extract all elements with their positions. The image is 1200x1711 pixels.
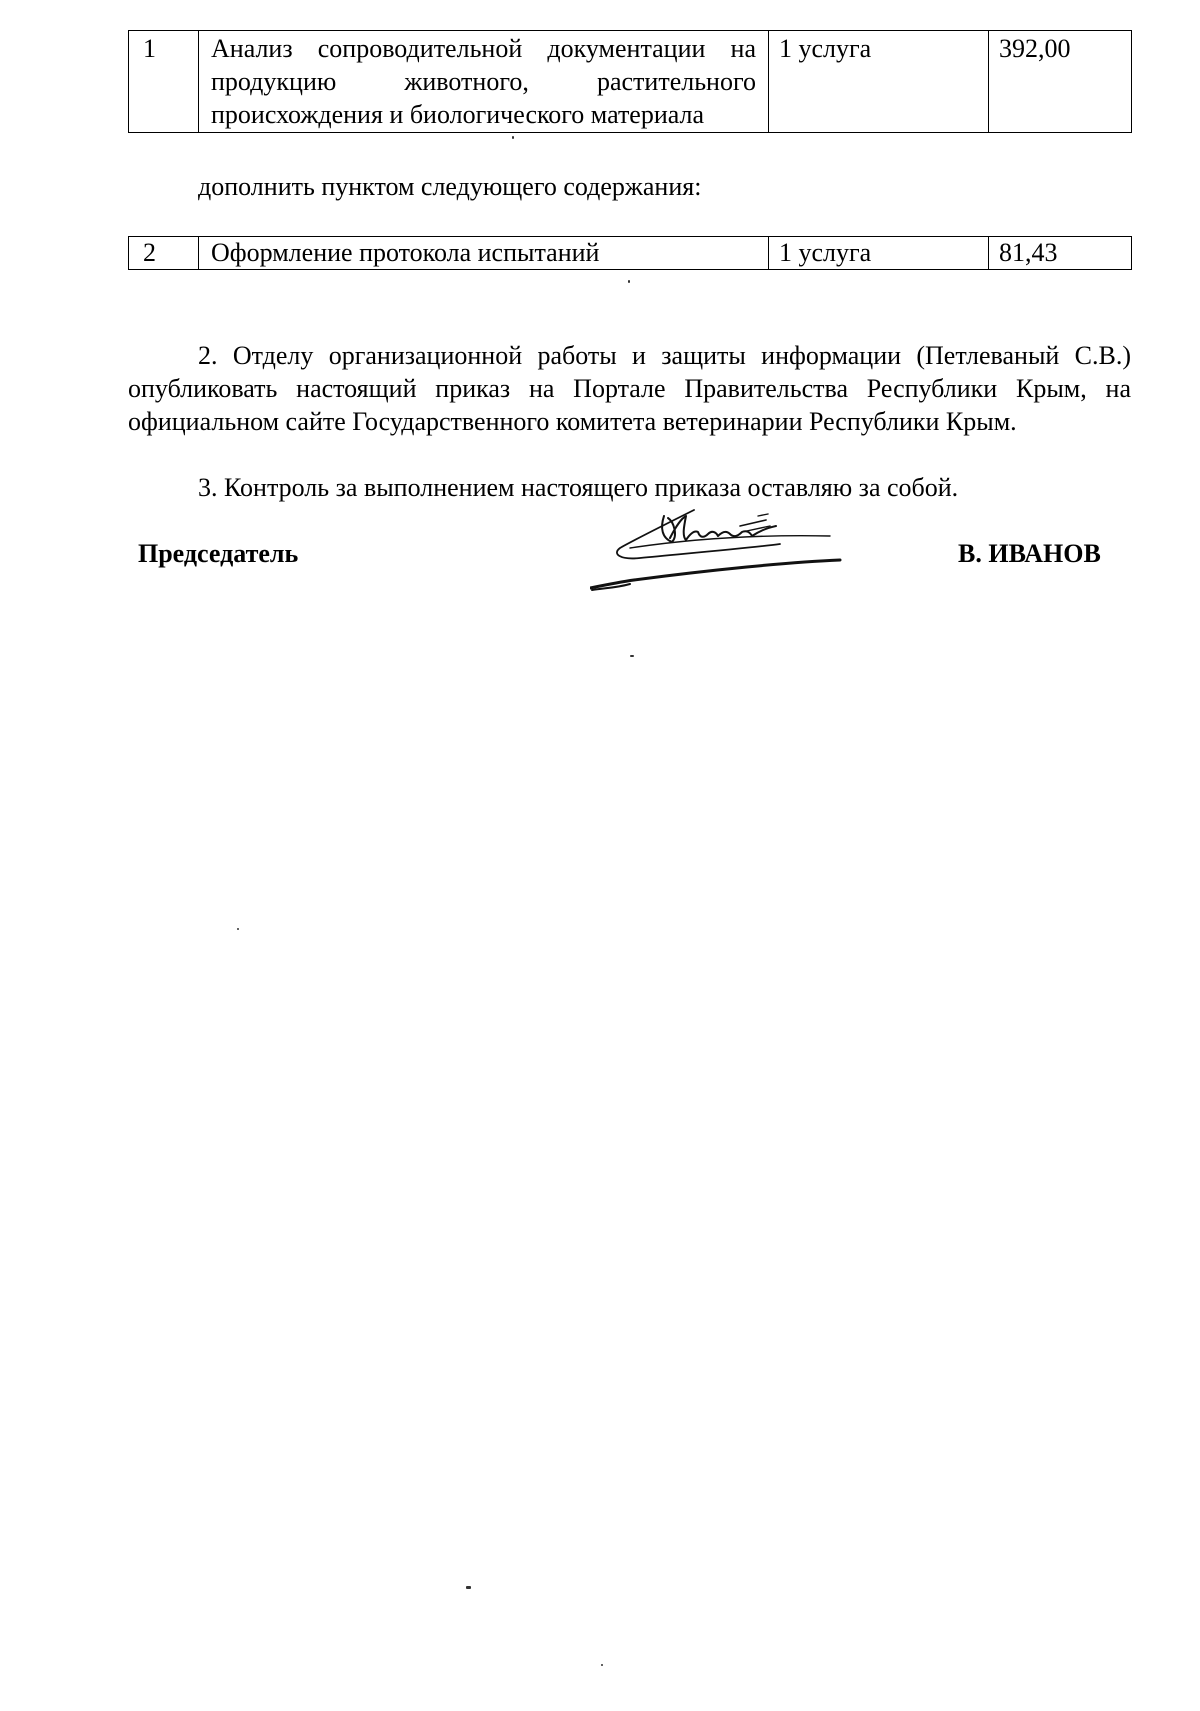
service-price: 392,00: [989, 31, 1132, 133]
paragraph-publication: 2. Отделу организационной работы и защиты информации (Петлеваный С.В.) опубликовать настоящий приказ на Портале Правительства Республики Крым, на официальном сайте Государственного комитета ветеринарии Республики Крым.: [128, 341, 1131, 436]
handwritten-signature: [590, 508, 920, 598]
addition-note: дополнить пунктом следующего содержания:: [198, 172, 702, 201]
signer-title: Председатель: [138, 539, 299, 568]
scan-speck: [630, 655, 634, 657]
signer-name: В. ИВАНОВ: [958, 539, 1101, 568]
scan-speck: [237, 928, 239, 930]
services-table-existing: [128, 30, 1132, 133]
service-unit: 1 услуга: [769, 237, 989, 270]
row-number: 2: [129, 237, 199, 270]
service-unit: 1 услуга: [769, 31, 989, 133]
service-name: Анализ сопроводительной документации на продукцию животного, растительного происхождения и биологического материала: [199, 31, 769, 133]
service-price: 81,43: [989, 237, 1132, 270]
scan-speck: [512, 136, 514, 139]
scan-speck: [466, 1586, 471, 1589]
services-table-added: [128, 236, 1132, 270]
service-name: Оформление протокола испытаний: [199, 237, 769, 270]
table-row: [129, 31, 1132, 133]
paragraph-control: 3. Контроль за выполнением настоящего приказа оставляю за собой.: [198, 473, 959, 502]
table-row: [129, 237, 1132, 270]
scan-speck: [601, 1664, 603, 1666]
scan-speck: [628, 280, 630, 283]
row-number: 1: [129, 31, 199, 133]
